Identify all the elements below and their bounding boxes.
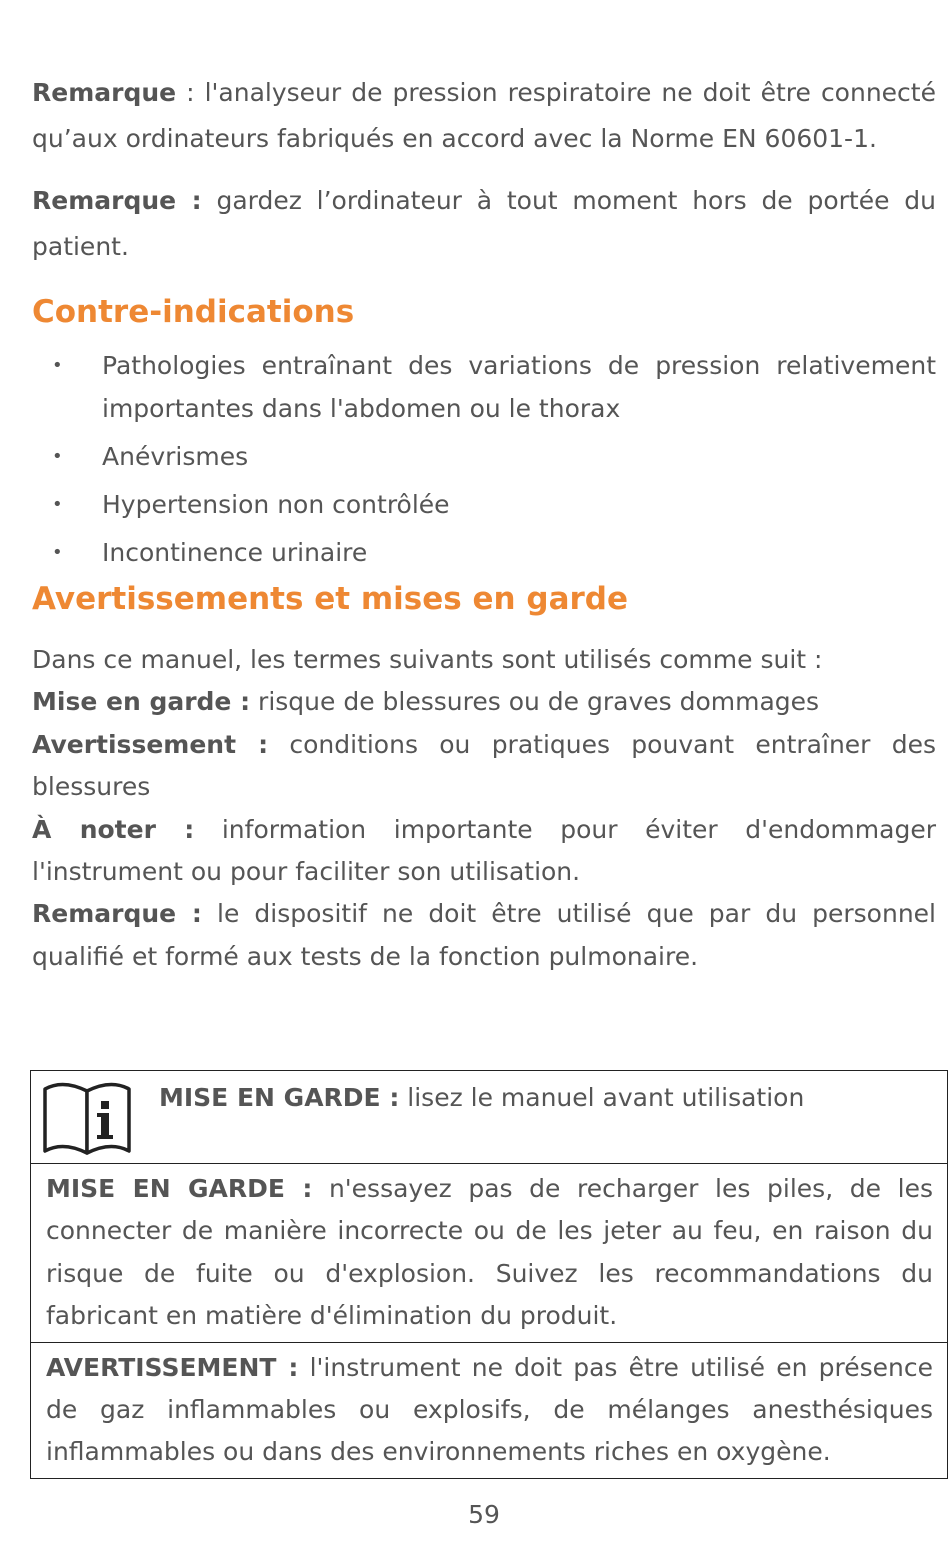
warnings-table [30,1070,948,1479]
warning-text: l'instrument ne doit pas être utilisé en présence de gaz inflammables ou explosifs, de mélanges anesthésiques inflammables ou dans des environnements riches en oxygène. [46,1352,933,1467]
definition-remarque: Remarque : le dispositif ne doit être utilisé que par du personnel qualifié et formé aux tests de la fonction pulmonaire. [32,899,936,971]
warning-label: MISE EN GARDE : [46,1174,313,1203]
warning-row-manual [31,1071,947,1164]
remark-computer-patient [32,178,936,270]
page-number: 59 [468,1500,500,1529]
warning-label: AVERTISSEMENT : [46,1352,299,1382]
bullet-icon: • [52,446,63,467]
terms-definitions [32,639,936,978]
remark-text: gardez l’ordinateur à tout moment hors de portée du patient. [32,186,936,261]
remark-computer-norm: Remarque : l'analyseur de pression respiratoire ne doit être connecté qu’aux ordinateurs fabriqués en accord avec la Norme EN 60601-1. [32,78,936,153]
remark-text: l'analyseur de pression respiratoire ne doit être connecté qu’aux ordinateurs fabriqués en accord avec la Norme EN 60601-1. [32,78,936,153]
terms-intro: Dans ce manuel, les termes suivants sont utilisés comme suit : [32,645,823,674]
remark-label: Remarque [32,78,177,107]
bullet-icon: • [52,494,63,515]
definition-a-noter: À noter : information importante pour éviter d'endommager l'instrument ou pour faciliter son utilisation. [32,814,936,887]
bullet-icon: • [52,355,63,376]
page-content [32,70,936,978]
bullet-icon: • [52,542,63,563]
contre-indications-heading: Contre-indications [32,294,355,330]
warning-text: n'essayez pas de recharger les piles, de les connecter de manière incorrecte ou de les jeter au feu, en raison du risque de fuite ou d'explosion. Suivez les recommandations du fabricant en matière d'élimination du produit. [46,1174,933,1331]
list-item: • Incontinence urinaire [32,531,936,574]
list-item: • Pathologies entraînant des variations de pression relativement importantes dans l'abdomen ou le thorax [32,344,936,430]
avertissements-heading: Avertissements et mises en garde [32,581,629,617]
definition-avertissement: Avertissement : conditions ou pratiques pouvant entraîner des blessures [32,729,937,802]
contre-indications-list [32,344,936,574]
list-item: • Anévrismes [32,435,936,478]
list-item: • Hypertension non contrôlée [32,483,936,526]
remark-label: Remarque : [32,186,202,215]
warning-row-flammable [31,1343,947,1478]
definition-mise-en-garde: Mise en garde : risque de blessures ou de graves dommages [32,687,820,717]
warning-row-batteries [31,1164,947,1343]
info-manual-icon [41,1081,133,1157]
warning-label: MISE EN GARDE : [159,1083,400,1112]
warning-text: lisez le manuel avant utilisation [399,1083,805,1112]
